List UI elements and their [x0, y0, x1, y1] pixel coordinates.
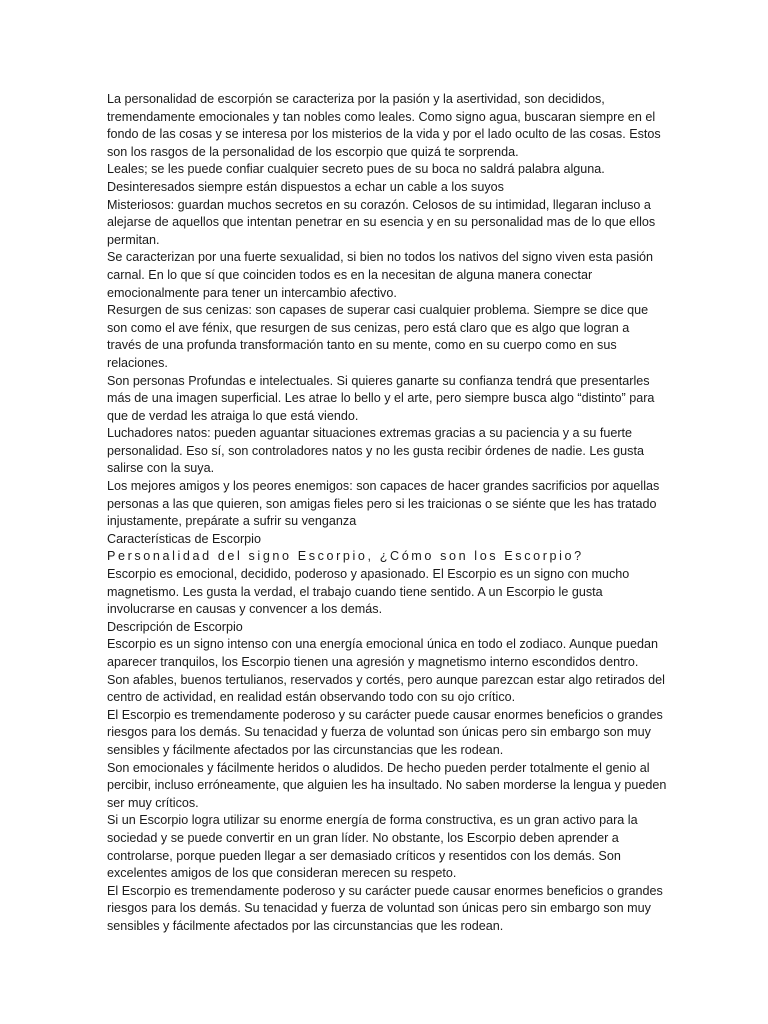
paragraph-lider: Si un Escorpio logra utilizar su enorme energía de forma constructiva, es un gran activo para la sociedad y se puede convertir en un gran líder. No obstante, los Escorpio deben aprender a controlarse, porque pueden llegar a ser demasiado críticos y resentidos con los demás. Son excelentes amigos de los que consideran merecen su respeto. — [107, 813, 638, 881]
paragraph-poderoso-2: El Escorpio es tremendamente poderoso y su carácter puede causar enormes beneficios o grandes riesgos para los demás. Su tenacidad y fuerza de voluntad son únicas pero sin embargo son muy sensibles y fácilmente afectados por las circunstancias que les rodean. — [107, 883, 663, 933]
paragraph-luchadores: Luchadores natos: pueden aguantar situaciones extremas gracias a su paciencia y a su fuerte personalidad. Eso sí, son controladores natos y no les gusta recibir órdenes de nadie. Les gusta salirse con la suya. — [107, 426, 644, 476]
paragraph-resurgen: Resurgen de sus cenizas: son capases de superar casi cualquier problema. Siempre se dice que son como el ave fénix, que resurgen de sus cenizas, pero está claro que es algo que logran a través de una profunda transformación tanto en su mente, como en su cuerpo como en sus relaciones. — [107, 303, 649, 370]
paragraph-misteriosos: Misteriosos: guardan muchos secretos en su corazón. Celosos de su intimidad, llegaran incluso a alejarse de aquellos que intentan penetrar en su esencia y en su personalidad mas de lo que ellos permitan. — [107, 197, 656, 247]
paragraph-afables: Son afables, buenos tertulianos, reservados y cortés, pero aunque parezcan estar algo retirados del centro de actividad, en realidad están observando todo con su ojo crítico. — [107, 672, 665, 705]
heading-descripcion: Descripción de Escorpio — [107, 619, 243, 634]
paragraph-signo-intenso: Escorpio es un signo intenso con una energía emocional única en todo el zodiaco. Aunque puedan aparecer tranquilos, los Escorpio tienen una agresión y magnetismo interno escondidos dentro. — [107, 637, 659, 669]
intro-paragraph: La personalidad de escorpión se caracteriza por la pasión y la asertividad, son decididos, tremendamente emocionales y tan nobles como leales. Como signo agua, buscaran siempre en el fondo de las cosas y se interesa por los misterios de la vida y por el lado oculto de las cosas. Estos son los rasgos de la personalidad de los escorpio que quizá te sorprenda. — [107, 92, 661, 159]
heading-personalidad: Personalidad del signo Escorpio, ¿Cómo son los Escorpio? — [107, 549, 584, 564]
paragraph-heridos: Son emocionales y fácilmente heridos o aludidos. De hecho pueden perder totalmente el genio al percibir, incluso erróneamente, que alguien les ha insultado. No saben morderse la lengua y pueden ser muy críticos. — [107, 760, 667, 810]
paragraph-poderoso-1: El Escorpio es tremendamente poderoso y su carácter puede causar enormes beneficios o grandes riesgos para los demás. Su tenacidad y fuerza de voluntad son únicas pero sin embargo son muy sensibles y fácilmente afectados por las circunstancias que les rodean. — [107, 707, 663, 757]
heading-caracteristicas: Características de Escorpio — [107, 531, 261, 546]
paragraph-amigos-enemigos: Los mejores amigos y los peores enemigos: son capaces de hacer grandes sacrificios por aquellas personas a las que quieren, son amigas fieles pero si les traicionas o se siénte que les has tratado injustamente, prepárate a sufrir su venganza — [107, 479, 660, 529]
document-body — [107, 91, 667, 936]
paragraph-desinteresados: Desinteresados siempre están dispuestos a echar un cable a los suyos — [107, 179, 504, 194]
paragraph-sexualidad: Se caracterizan por una fuerte sexualidad, si bien no todos los nativos del signo viven esta pasión carnal. En lo que sí que coinciden todos es en la necesitan de alguna manera conectar emocionalmente para tener un intercambio afectivo. — [107, 250, 654, 300]
paragraph-profundas: Son personas Profundas e intelectuales. Si quieres ganarte su confianza tendrá que presentarles más de una imagen superficial. Les atrae lo bello y el arte, pero siempre busca algo “distinto” para que de verdad les atraiga lo que está viendo. — [107, 373, 655, 423]
paragraph-emocional: Escorpio es emocional, decidido, poderoso y apasionado. El Escorpio es un signo con mucho magnetismo. Les gusta la verdad, el trabajo cuando tiene sentido. A un Escorpio le gusta involucrarse en causas y convencer a los demás. — [107, 567, 630, 617]
paragraph-leales: Leales; se les puede confiar cualquier secreto pues de su boca no saldrá palabra alguna. — [107, 162, 605, 177]
